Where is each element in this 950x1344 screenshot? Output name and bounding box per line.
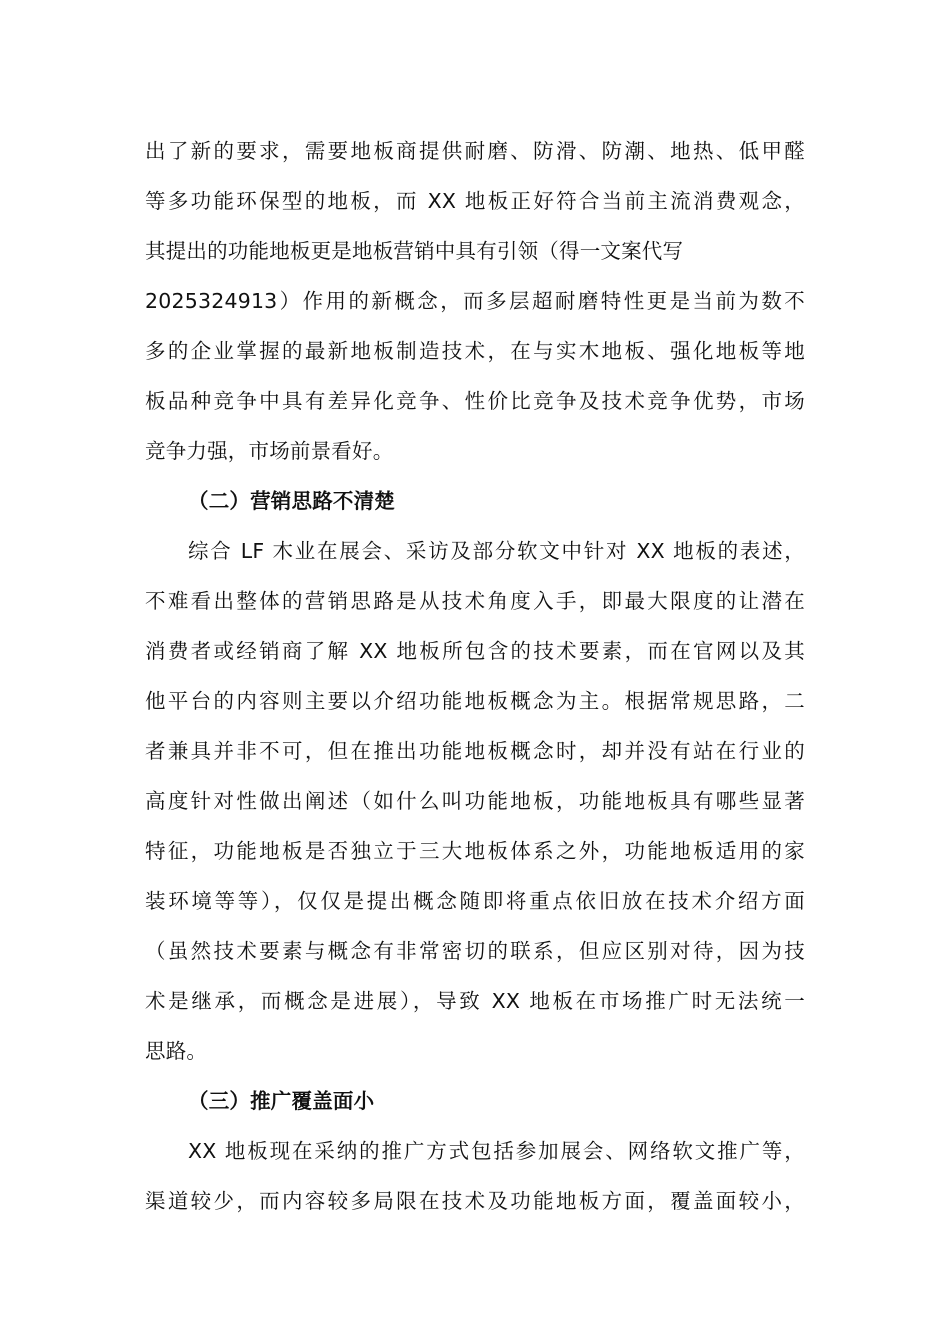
paragraph-line: 竞争力强，市场前景看好。 bbox=[145, 439, 394, 463]
paragraph-line: 其提出的功能地板更是地板营销中具有引领（得一文案代写 bbox=[145, 239, 684, 263]
paragraph-line: 出了新的要求，需要地板商提供耐磨、防滑、防潮、地热、低甲醛 bbox=[145, 139, 805, 163]
paragraph-line: 高度针对性做出阐述（如什么叫功能地板，功能地板具有哪些显著 bbox=[145, 789, 805, 813]
paragraph-line: 等多功能环保型的地板，而 XX 地板正好符合当前主流消费观念， bbox=[145, 189, 805, 213]
paragraph-line: 2025324913）作用的新概念，而多层超耐磨特性更是当前为数不 bbox=[145, 289, 805, 313]
paragraph-line: 消费者或经销商了解 XX 地板所包含的技术要素，而在官网以及其 bbox=[145, 639, 805, 663]
paragraph-line: 多的企业掌握的最新地板制造技术，在与实木地板、强化地板等地 bbox=[145, 339, 805, 363]
paragraph-line: 思路。 bbox=[145, 1039, 208, 1063]
section-heading: （三）推广覆盖面小 bbox=[188, 1089, 375, 1113]
paragraph-line: 术是继承，而概念是进展），导致 XX 地板在市场推广时无法统一 bbox=[145, 989, 805, 1013]
paragraph-line: 他平台的内容则主要以介绍功能地板概念为主。根据常规思路，二 bbox=[145, 689, 805, 713]
paragraph-line: 不难看出整体的营销思路是从技术角度入手，即最大限度的让潜在 bbox=[145, 589, 805, 613]
paragraph-line: 综合 LF 木业在展会、采访及部分软文中针对 XX 地板的表述， bbox=[188, 539, 805, 563]
paragraph-line: （虽然技术要素与概念有非常密切的联系，但应区别对待，因为技 bbox=[145, 939, 805, 963]
paragraph-line: 者兼具并非不可，但在推出功能地板概念时，却并没有站在行业的 bbox=[145, 739, 805, 763]
section-heading: （二）营销思路不清楚 bbox=[188, 489, 395, 513]
paragraph-line: 渠道较少，而内容较多局限在技术及功能地板方面，覆盖面较小， bbox=[145, 1189, 805, 1213]
paragraph-line: 装环境等等），仅仅是提出概念随即将重点依旧放在技术介绍方面 bbox=[145, 889, 805, 913]
paragraph-line: XX 地板现在采纳的推广方式包括参加展会、网络软文推广等， bbox=[188, 1139, 805, 1163]
paragraph-line: 特征，功能地板是否独立于三大地板体系之外，功能地板适用的家 bbox=[145, 839, 805, 863]
paragraph-line: 板品种竞争中具有差异化竞争、性价比竞争及技术竞争优势，市场 bbox=[145, 389, 805, 413]
